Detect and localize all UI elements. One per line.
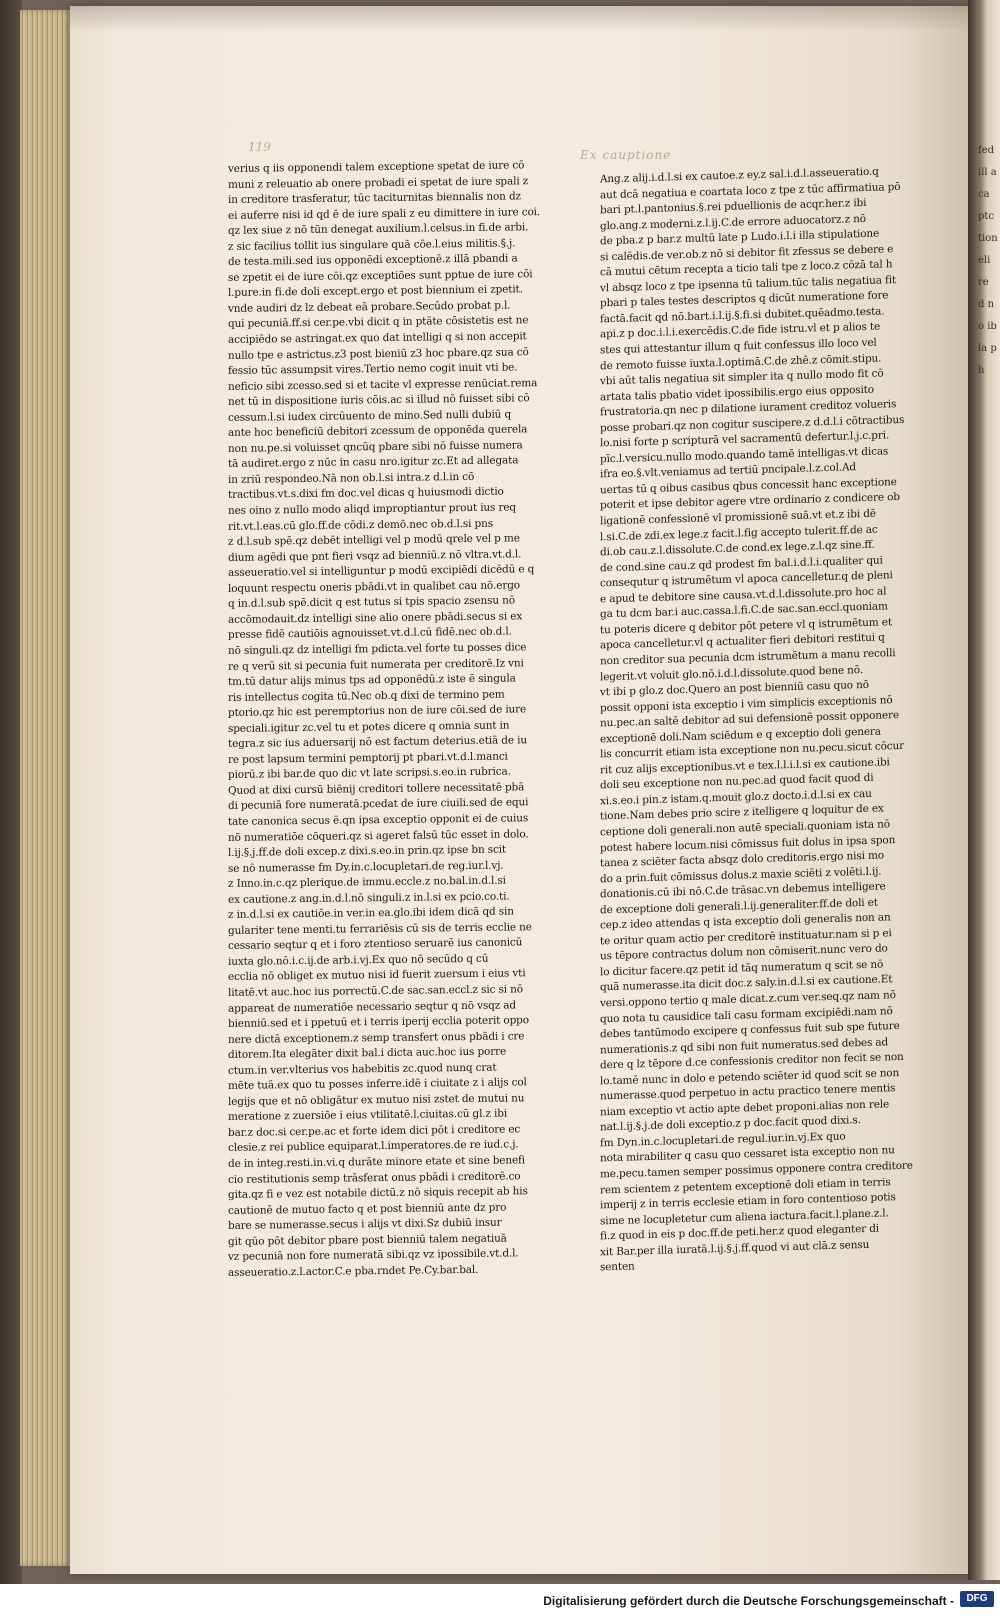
facing-page-text: fed ill aca ptc tion eli re d no ib la p h bbox=[978, 145, 998, 376]
dfg-logo: DFG bbox=[960, 1591, 994, 1607]
page-edges bbox=[20, 10, 72, 1566]
text-column-left: verius q iis opponendi talem exceptione spetat de iure cō muni z releuatio ab onere probadi ei spetat de iure spali z in creditore trasferatur, tūc taciturnitas biennalis non dz ei auferre nisi id qd ē de iure spali z eu dimittere in iure coi. qz lex siue z nō tūn denegat auxilium.l.celsus.in fi.de arbi. z sic facilius tollit ius singulare quā cōe.l.eius militis.§.j. de testa.mili.sed ius opponēdi exceptionē.z illā pbandi a se zpetit ei de iure cōi.qz exceptiões sunt pptue de iure cōi l.pure.in fi.de doli except.ergo et post biennium ei zpetit. vnde audiri dz lz debeat eā probare.Secūdo probat p.l. qui pecuniā.ff.si cer.pe.vbi dicit q in ptāte cōsistetis est ne accipiēdo se astringat.ex quo dat intelligi q si non accepit nullo tpe e astrictus.z3 post bieniū z3 hoc pbare.qz sua cō fessio tūc assumpsit vires.Tertio nemo cogit inuit vti be. neficio sibi zcesso.sed si et tacite vl expresse renūciat.rema net tū in dispositione iuris cōis.ac si illud nō fuisset sibi cō cessum.l.si iudex circūuento de mino.Sed nulli dubiū q ante hoc beneficiū debitori zcessum de opponēda querela non nu.pe.si voluisset qncūq pbare sibi nō fuisse numera tā audiret.ergo z nūc in casu nro.igitur zc.Et ad allegata in zriū respondeo.Nā non ob.l.si intra.z d.l.in cō tractibus.vt.s.dixi fm doc.vel dicas q huiusmodi dictio nes oino z nullo modo aliqd improptiantur prout ius req rit.vt.l.eas.cū glo.ff.de cōdi.z demō.nec ob.d.l.si pns z d.l.sub spē.qz debēt intelligi vel p modū qrele vel p me dium agēdi que pnt fieri vsqz ad bienniū.z nō vltra.vt.d.l. asseueratio.vel si intelliguntur p modū excipiēdi dicēdū e q loquunt respectu oneris pbādi.vt in qualibet cau nō.ergo q in.d.l.sub spē.dicit q est tutus si tpis spacio zsensu nō accōmodauit.dz intelligi sine alio onere pbādi.secus si ex presse fidē cautiōis agnouisset.vt.d.l.cū fidē.nec ob.d.l. nō singuli.qz dz intelligi fm pdicta.vel forte tu posses dice re q verū sit si pecunia fuit numerata per creditorē.Iz vni tm.tū datur alijs minus tps ad opponēdū.z iste ē singula ris intellectus cogita tū.Nec ob.q dixi de termino pem ptorio.qz hic est peremptorius non de iure cōi.sed de iure speciali.igitur zc.vel tu et potes dicere q omnia sunt in tegra.z sic ius aduersarij nō est factum deterius.etiā de iu re post lapsum termini pemptorij pt pbari.vt.d.l.manci piorū.z ibi bar.de quo dic vt late scripsi.s.eo.in rubrica. Quod at dixi cursū biēnij creditori tollere necessitatē pbā di pecuniā fore numeratā.pcedat de iure ciuili.sed de equi tate canonica secus ē.qn ipsa exceptio opponit ei de cuius nō numeratiōe cōqueri.qz si ageret falsū tūc esset in dolo. l.ij.§.j.ff.de doli excep.z dixi.s.eo.in prin.qz ipse bn scit se nō numerasse fm Dy.in.c.locupletari.de reg.iur.l.vj. z Inno.in.c.qz plerique.de immu.eccle.z no.bal.in.d.l.si ex cautione.z ang.in.d.l.nō singuli.z in.l.si ex pcio.co.ti. z in.d.l.si ex cautiōe.in ver.in ea.glo.ibi idem dicā qd sin gulariter tene menti.tu ferrariēsis cū sis de terris ecclie ne cessario seqtur q et i foro ztentioso seruarē ius canonicū iuxta glo.nō.i.c.ij.de arb.i.vj.Ex quo nō secūdo q cū ecclia nō obliget ex mutuo nisi id fuerit zuersum i eius vti litatē.vt auc.hoc ius porrectū.C.de sac.san.eccl.z sic si nō appareat de numeratiōe necessario seqtur q nō vsqz ad bienniū.sed et i ppetuū et i terris iperij ecclia poterit oppo nere dictā exceptionem.z semp transfert onus pbādi i cre ditorem.Ita elegāter dixit bal.i dicta auc.hoc ius porre ctum.in ver.vlterius vos habebitis zc.quod nunq crat mēte tuā.ex quo tu posses inferre.idē i ciuitate z i alijs col legijs que et nō obligātur ex mutuo nisi zstet de mutui nu meratione z zuersiōe i eius vtilitatē.l.ciuitas.cū gl.z ibi bar.z doc.si cer.pe.ac et forte idem dici pōt i creditore ec clesie.z rei publice equiparat.l.imperatores.de re iud.c.j. de in integ.resti.in.vi.q durāte minore etate et sine benefi cio restitutionis semp trāsferat onus pbādi i creditorē.co gita.qz fi e vez est notabile dictū.z nō siquis recepit ab his cautionē de mutuo facto q et post bienniū ante dz pro bare se numerasse.secus i alijs vt dixi.Sz dubiū insur git qūo pōt debitor pbare post bienniū talem negatiuā vz pecuniā non fore numeratā sibi.qz vz ipossibile.vt.d.l. asseueratio.z.l.actor.C.e pba.rndet Pe.Cy.bar.bal. bbox=[228, 159, 541, 1279]
running-head: Ex cauptione bbox=[580, 148, 672, 162]
footer-bar bbox=[0, 1584, 1000, 1616]
book-binding bbox=[0, 0, 22, 1616]
text-column-right: Ang.z alij.i.d.l.si ex cautoe.z ey.z sal.i.d.l.asseueratio.q aut dcā negatiua e coartata loco z tpe z tūc affirmatiua pō bari pt.l.pantonius.§.rei pduellionis de acqr.her.z ibi glo.ang.z moderni.z.l.ij.C.de errore aduocatorz.z nō de pba.z p bar.z multū late p Ludo.i.l.i illa stipulatione si calēdis.de ver.ob.z nō si debitor fit zfessus se debere e cā mutui cētum recepta a ticio tali tpe z loco.z cōzā tal h vl absqz loco z tpe ipsenna tū talium.tūc talis negatiua fit pbari p tales testes descriptos q dicūt numeratione fore factā.facit qd nō.bart.i.l.ij.§.fi.si dubitet.quēadmo.testa. api.z p doc.i.l.i.exercēdis.C.de fide istru.vl et p alios te stes qui attestantur illum q fuit confessus illo loco vel de remoto fuisse iuxta.l.optimā.C.de zhē.z cōmit.stipu. vbi aūt talis negatiua sit simpler ita q nullo modo fit cō artata talis pbatio videt ipossibilis.ergo eius opposito frustratoria.qn nec p dilatione iurament creditoz volueris posse probari.qz non cogitur suscipere.z d.d.l.i cōtractibus lo.nisi forte p scripturā vel sacramentū defertur.l.j.c.pri. pīc.l.versicu.nullo modo.quando tamē intelligas.vt dicas ifra eo.§.vlt.veniamus ad tertiū pncipale.l.z.col.Ad uertas tū q oibus casibus qbus concessit hanc exceptione poterit et ipse debitor agere vtre ordinario z condicere ob ligationē confessionē vl promissionē suā.vt et.z ibi dē l.si.C.de zdi.ex lege.z facit.l.fig accepto tulerit.ff.de ac di.ob cau.z.l.dissolute.C.de cond.ex lege.z.l.qz sine.ff. de cond.sine cau.z qd prodest fm bal.i.d.l.i.qualiter qui consequtur q istrumētum vl apoca cancelletur.q de pleni e apud te debitore sine causa.vt.d.l.dissolute.pro hoc al ga tu dcm bar.i auc.cassa.l.fi.C.de sac.san.eccl.quoniam tu poteris dicere q debitor pōt petere vl q istrumētum et apoca cancelletur.vl q actualiter fieri debitori restitui q non creditor sua pecunia dcm istrumētum a manu recolli legerit.vt voluit glo.nō.i.d.l.dissolute.quod bene nō. vt ibi p glo.z doc.Quero an post bienniū casu quo nō possit opponi ista exceptio i vim simplicis exceptionis nō nu.pec.an saltē debitor ad sui defensionē possit opponere exceptionē doli.Nam sciēdum e q exceptio doli genera lis concurrit etiam ista exceptione non nu.pecu.sicut cōcur rit cuz alijs exceptionibus.vt e tex.l.l.i.l.si ex cautione.ibi doli seu exceptione non nu.pec.ad quod facit quod di xi.s.eo.i pin.z istam.q.mouit glo.z docto.i.d.l.si ex cau tione.Nam debes prio scire z itelligere q loquitur de ex ceptione doli generali.non autē speciali.quoniam ista nō potest habere locum.nisi cōmissus fuit dolus in ipsa spon tanea z sciēter facta absqz dolo creditoris.ergo nisi mo do a prin.fuit cōmissus dolus.z maxie sciēti z volēti.l.ij. donationis.cū ibi nō.C.de trāsac.vn debemus intelligere de exceptione doli generali.l.ij.generaliter.ff.de doli et cep.z ideo attendas q ista exceptio doli generalis non an te oritur quam actio per creditorē instituatur.nam si p ei us tēpore contractus dolum non cōmiserit.nunc vero do lo dicitur facere.qz petit id tāq numeratum q scit se nō quā numerasse.ita dicit doc.z saly.in.d.l.si ex cautione.Et versi.oppono tertio q male dicat.z.cum ver.seq.qz nam nō quo nota tu causidice tali casu formam excipiēdi.nam nō debes tantūmodo excipere q confessus fuit sub spe future numerationis.z qd sibi non fuit numeratus.sed debes ad dere q lz tēpore d.ce confessionis creditor non fecit se non lo.tamē nunc in dolo e petendo sciēter id quod scit se non numerasse.quod perpetuo in actu practico tenere mentis niam exceptio vt actio apte debet proponi.alias non rele nat.l.ij.§.j.de doli exceptio.z p doc.facit quod dixi.s. fm Dyn.in.c.locupletari.de regul.iur.in.vj.Ex quo nota mirabiliter q casu quo cessaret ista exceptio non nu me.pecu.tamen semper possimus opponere contra creditore rem scientem z petentem exceptionē doli etiam in terris imperij z in terris ecclesie etiam in foro contentioso potis sime ne locupletetur cum aliena iactura.facit.l.plane.z.l. fi.z quod in eis p doc.ff.de peti.her.z quod eleganter di xit Bar.per illa iuratā.l.ij.§.j.ff.quod vi aut clā.z sensu senten bbox=[600, 165, 913, 1274]
page-top-shadow bbox=[70, 6, 970, 32]
funding-credit: Digitalisierung gefördert durch die Deutsche Forschungsgemeinschaft - bbox=[543, 1594, 954, 1608]
folio-number: 119 bbox=[248, 140, 271, 154]
